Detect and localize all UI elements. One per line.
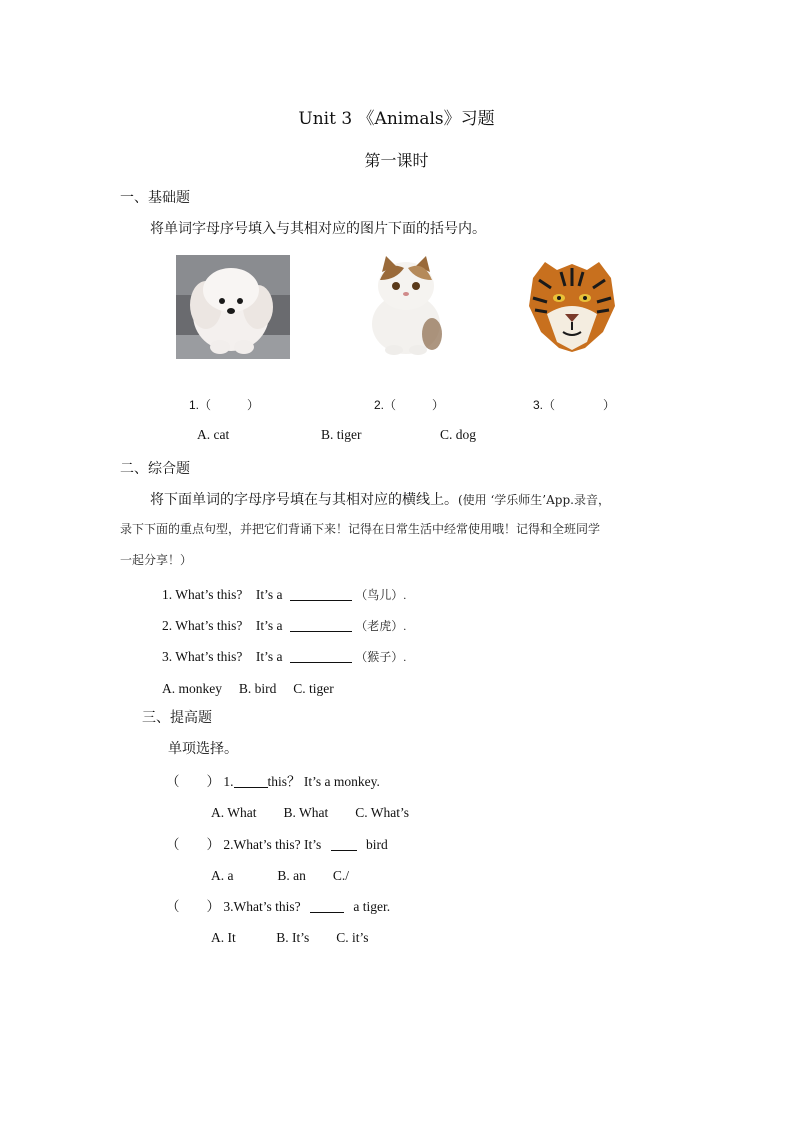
blank-1: 1.（ ） bbox=[189, 398, 260, 412]
blank-2: 2.（ ） bbox=[374, 398, 445, 412]
s2-q2-answer-line[interactable] bbox=[290, 617, 352, 632]
s3-q1-post: this？ It’s a monkey. bbox=[267, 774, 380, 789]
s2-q1-hint: （鸟儿）. bbox=[355, 588, 407, 602]
s2-q1-prefix: 1. What’s this? It’s a bbox=[162, 587, 283, 602]
s2-q3-hint: （猴子）. bbox=[355, 650, 407, 664]
section2-instruction-note: (使用 ‘学乐师生’App.录音， bbox=[458, 493, 610, 507]
s3-q2-options: A. a B. an C./ bbox=[211, 868, 349, 883]
tiger-picture bbox=[527, 258, 617, 352]
s2-question-2 bbox=[162, 614, 406, 634]
s3-q3-options: A. It B. It’s C. it’s bbox=[211, 930, 369, 945]
dog-picture bbox=[176, 255, 290, 359]
cat-picture bbox=[358, 250, 454, 356]
section2-note-line3: 一起分享！） bbox=[120, 553, 193, 567]
s3-q1-options: A. What B. What C. What’s bbox=[211, 805, 409, 820]
s3-q1-bracket[interactable]: （ ） bbox=[166, 774, 220, 789]
section1-heading: 一、基础题 bbox=[120, 190, 190, 206]
option-b: B. tiger bbox=[321, 427, 362, 442]
s3-q2-answer-line[interactable] bbox=[331, 836, 357, 851]
s3-q3-pre: 3.What’s this? bbox=[223, 899, 301, 914]
s3-q1-answer-line[interactable] bbox=[234, 773, 268, 788]
s3-q2-bracket[interactable]: （ ） bbox=[166, 837, 220, 852]
s3-q3-answer-line[interactable] bbox=[310, 898, 344, 913]
s3-question-3 bbox=[166, 895, 390, 915]
blank-3: 3.（ ） bbox=[533, 398, 616, 412]
s2-q2-hint: （老虎）. bbox=[355, 619, 407, 633]
section2-instruction bbox=[150, 489, 610, 509]
section2-note-line2: 录下下面的重点句型，并把它们背诵下来！记得在日常生活中经常使用哦！记得和全班同学 bbox=[120, 522, 601, 536]
s3-question-2 bbox=[166, 833, 388, 853]
s3-question-1 bbox=[166, 770, 380, 790]
s2-q2-prefix: 2. What’s this? It’s a bbox=[162, 618, 283, 633]
s3-q2-post: bird bbox=[366, 837, 388, 852]
section2-instruction-main: 将下面单词的字母序号填在与其相对应的横线上。 bbox=[150, 492, 458, 508]
s2-q3-prefix: 3. What’s this? It’s a bbox=[162, 649, 283, 664]
s2-options: A. monkey B. bird C. tiger bbox=[162, 681, 334, 696]
s2-question-1 bbox=[162, 583, 406, 603]
s3-q2-pre: 2.What’s this? It’s bbox=[223, 837, 322, 852]
section1-instruction: 将单词字母序号填入与其相对应的图片下面的括号内。 bbox=[150, 221, 486, 237]
section3-instruction: 单项选择。 bbox=[168, 741, 238, 757]
s2-q1-answer-line[interactable] bbox=[290, 586, 352, 601]
option-c: C. dog bbox=[440, 427, 477, 442]
page-subtitle: 第一课时 bbox=[364, 151, 429, 170]
section3-heading: 三、提高题 bbox=[142, 710, 212, 726]
s2-question-3 bbox=[162, 645, 406, 665]
section2-heading: 二、综合题 bbox=[120, 461, 190, 477]
page-title: Unit 3 《Animals》习题 bbox=[298, 109, 495, 129]
option-a: A. cat bbox=[197, 427, 230, 442]
s2-q3-answer-line[interactable] bbox=[290, 648, 352, 663]
s3-q3-bracket[interactable]: （ ） bbox=[166, 899, 220, 914]
s3-q3-post: a tiger. bbox=[353, 899, 391, 914]
s3-q1-pre: 1. bbox=[223, 774, 234, 789]
